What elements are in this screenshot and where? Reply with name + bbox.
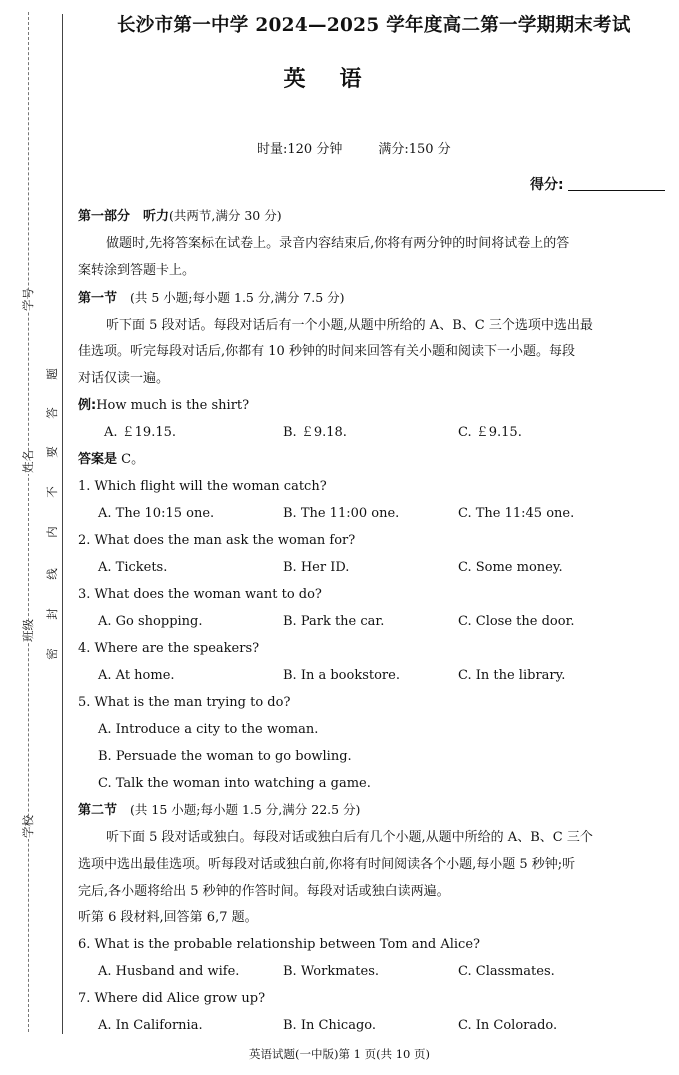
name-label: 姓名: [21, 450, 35, 473]
option-a: A. The 10:15 one.: [98, 506, 215, 521]
example-question: 例:How much is the shirt?: [78, 398, 250, 413]
warning-char: 答: [45, 407, 59, 419]
example-option: B. ￡9.18.: [283, 425, 347, 440]
section2-instruction: 选项中选出最佳选项。听每段对话或独白前,你将有时间阅读各个小题,每小题 5 秒钟;听: [78, 857, 576, 872]
binding-dashed-line: [28, 12, 29, 1032]
option-c: C. The 11:45 one.: [458, 506, 575, 521]
warning-char: 要: [45, 446, 59, 458]
question: 1. Which flight will the woman catch?: [78, 479, 327, 494]
question: 2. What does the man ask the woman for?: [78, 533, 356, 548]
section1-instruction: 佳选项。听完每段对话后,你都有 10 秒钟的时间来回答有关小题和阅读下一小题。每段: [78, 344, 575, 359]
option-b: B. The 11:00 one.: [283, 506, 400, 521]
score-label: 得分:: [530, 177, 564, 193]
section1-heading: 第一节 (共 5 小题;每小题 1.5 分,满分 7.5 分): [78, 290, 345, 306]
option-a: A. In California.: [98, 1018, 203, 1033]
warning-char: 密: [45, 648, 59, 660]
exam-info: [257, 138, 451, 157]
question: 4. Where are the speakers?: [78, 641, 260, 656]
section2-instruction: 完后,各小题将给出 5 秒钟的作答时间。每段对话或独白读两遍。: [78, 884, 450, 899]
section2-heading: 第二节 (共 15 小题;每小题 1.5 分,满分 22.5 分): [78, 802, 361, 818]
student-id-label: 学号: [21, 288, 35, 311]
score-blank[interactable]: [568, 190, 665, 191]
section1-instruction: 对话仅读一遍。: [78, 371, 170, 386]
option-c: C. Close the door.: [458, 614, 575, 629]
option-a: A. Go shopping.: [98, 614, 203, 629]
question: 3. What does the woman want to do?: [78, 587, 322, 602]
question: 7. Where did Alice grow up?: [78, 991, 266, 1006]
option-c: C. Classmates.: [458, 964, 555, 979]
page-footer: 英语试题(一中版)第 1 页(共 10 页): [248, 1047, 431, 1061]
section1-instruction: 听下面 5 段对话。每段对话后有一个小题,从题中所给的 A、B、C 三个选项中选出最: [106, 318, 593, 333]
section2-instruction: 听下面 5 段对话或独白。每段对话或独白后有几个小题,从题中所给的 A、B、C 三个: [106, 830, 593, 845]
part1-heading: 第一部分 听力(共两节,满分 30 分): [78, 208, 282, 224]
question: 6. What is the probable relationship between Tom and Alice?: [78, 937, 480, 952]
warning-char: 内: [45, 526, 59, 538]
option-b: B. In Chicago.: [283, 1018, 377, 1033]
option-a: A. Introduce a city to the woman.: [98, 722, 319, 737]
warning-char: 线: [45, 568, 59, 580]
option-a: A. Husband and wife.: [98, 964, 240, 979]
warning-char: 封: [45, 608, 59, 620]
option-b: B. In a bookstore.: [283, 668, 400, 683]
warning-char: 不: [45, 486, 59, 498]
exam-title: 长沙市第一中学 2024—2025 学年度高二第一学期期末考试: [117, 15, 631, 36]
option-c: C. Talk the woman into watching a game.: [98, 776, 371, 791]
option-b: B. Workmates.: [283, 964, 380, 979]
subject-title: 英语: [283, 66, 396, 92]
option-b: B. Park the car.: [283, 614, 385, 629]
part1-instruction: 案转涂到答题卡上。: [78, 263, 196, 278]
full-score: 满分:150 分: [378, 142, 451, 157]
example-option: C. ￡9.15.: [458, 425, 522, 440]
option-a: A. At home.: [98, 668, 175, 683]
example-answer: 答案是 C。: [78, 452, 145, 467]
question: 5. What is the man trying to do?: [78, 695, 291, 710]
time-info: 时量:120 分钟: [257, 142, 343, 157]
option-c: C. In the library.: [458, 668, 566, 683]
part1-instruction: 做题时,先将答案标在试卷上。录音内容结束后,你将有两分钟的时间将试卷上的答: [106, 236, 570, 251]
option-c: C. Some money.: [458, 560, 563, 575]
option-b: B. Persuade the woman to go bowling.: [98, 749, 352, 764]
option-b: B. Her ID.: [283, 560, 350, 575]
binding-border-line: [62, 14, 63, 1034]
class-label: 班级: [21, 619, 35, 642]
example-option: A. ￡19.15.: [104, 425, 177, 440]
option-a: A. Tickets.: [98, 560, 168, 575]
school-label: 学校: [21, 815, 35, 838]
warning-char: 题: [45, 368, 59, 380]
option-c: C. In Colorado.: [458, 1018, 558, 1033]
material-note: 听第 6 段材料,回答第 6,7 题。: [78, 910, 258, 925]
